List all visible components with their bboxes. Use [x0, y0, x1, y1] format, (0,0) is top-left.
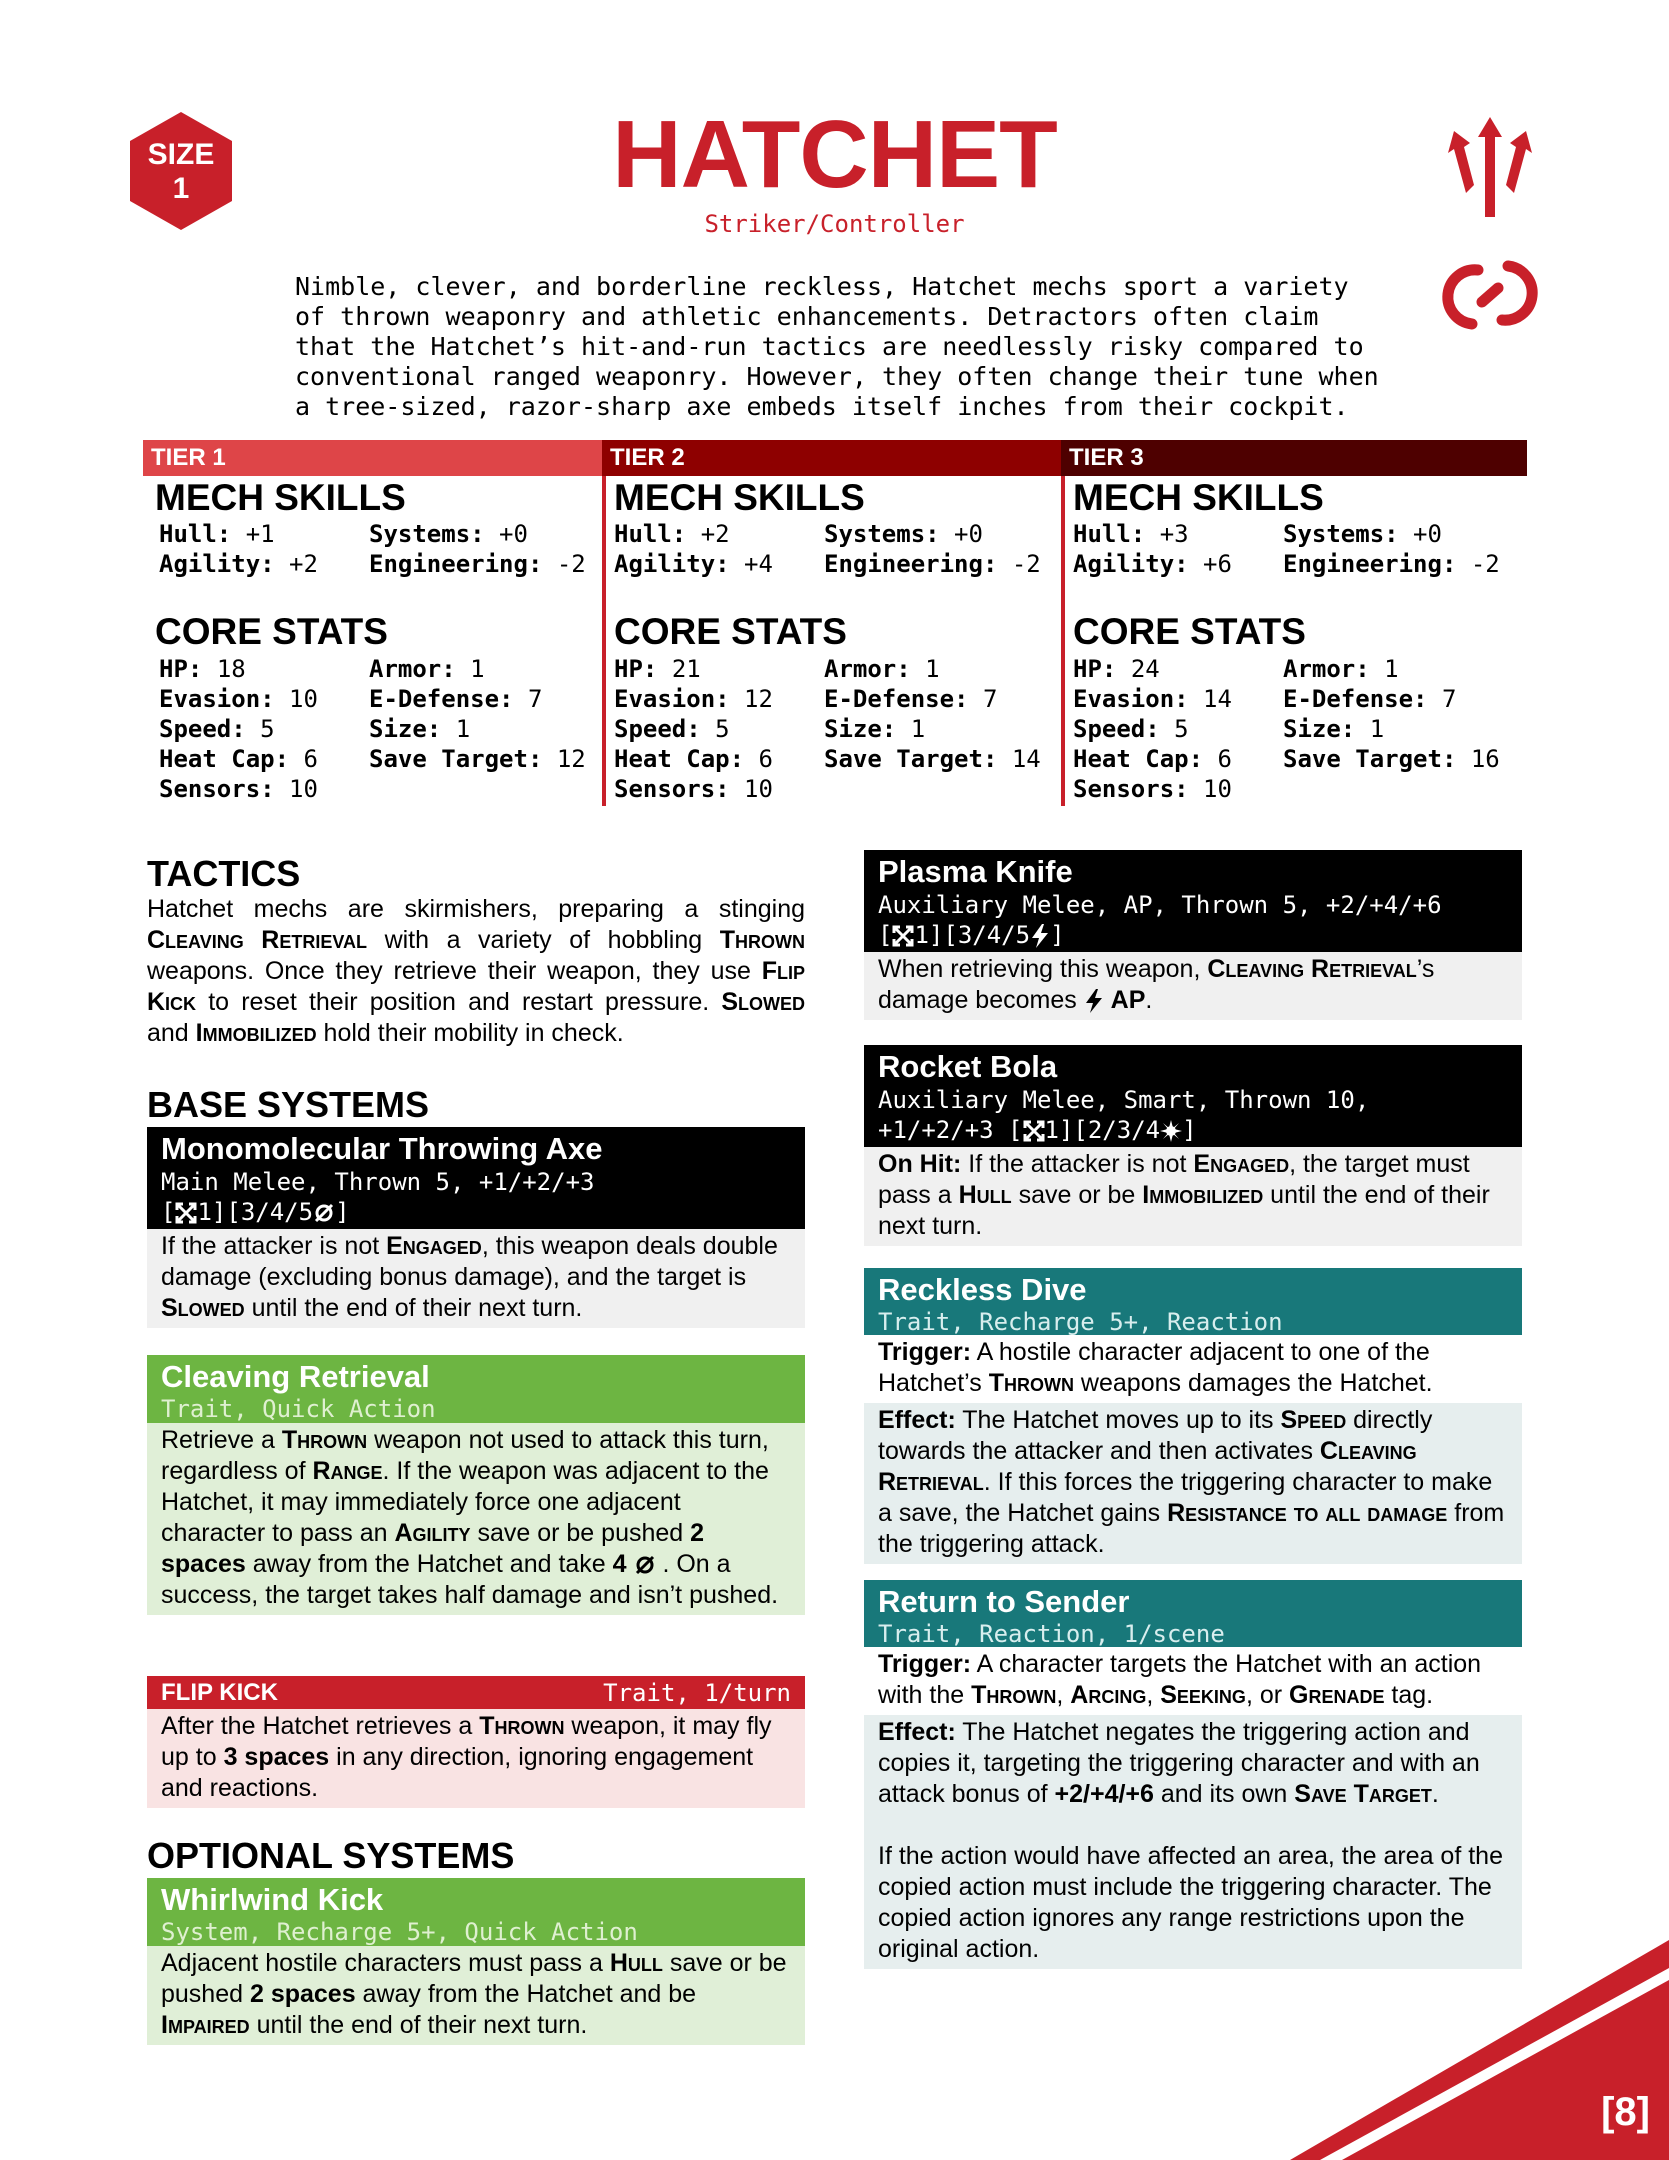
speed-stat: Speed: 5 — [1073, 715, 1189, 743]
trait-tags: Trait, Quick Action — [161, 1395, 436, 1423]
save-target-stat: Save Target: 14 — [824, 745, 1041, 773]
mech-skills-title: MECH SKILLS — [1073, 477, 1324, 518]
system-tags: System, Recharge 5+, Quick Action — [161, 1918, 638, 1946]
size-badge-label: SIZE — [147, 138, 215, 171]
speed-stat: Speed: 5 — [614, 715, 730, 743]
size-stat: Size: 1 — [369, 715, 471, 743]
weapon-card-plasma-knife — [864, 850, 1522, 1020]
agility-stat: Agility: +2 — [159, 550, 318, 578]
threat-icon — [175, 1202, 197, 1224]
hp-stat: HP: 21 — [614, 655, 701, 683]
core-stats-title: CORE STATS — [1073, 611, 1306, 652]
armor-stat: Armor: 1 — [369, 655, 485, 683]
weapon-profile: [ 1][3/4/5 ] — [161, 1198, 350, 1226]
weapon-tags: Auxiliary Melee, AP, Thrown 5, +2/+4/+6 — [878, 891, 1442, 919]
save-target-stat: Save Target: 12 — [369, 745, 586, 773]
weapon-name: Monomolecular Throwing Axe — [161, 1131, 603, 1166]
edefense-stat: E-Defense: 7 — [369, 685, 543, 713]
core-stats-title: CORE STATS — [614, 611, 847, 652]
trait-name: Cleaving Retrieval — [161, 1359, 430, 1394]
heat-cap-stat: Heat Cap: 6 — [614, 745, 773, 773]
threat-icon — [1023, 1120, 1045, 1142]
systems-stat: Systems: +0 — [1283, 520, 1442, 548]
hull-stat: Hull: +3 — [1073, 520, 1189, 548]
trait-card-return-to-sender — [864, 1580, 1522, 1969]
link-chain-icon — [1438, 248, 1542, 342]
hp-stat: HP: 24 — [1073, 655, 1160, 683]
weapon-card-rocket-bola — [864, 1045, 1522, 1246]
weapon-name: Rocket Bola — [878, 1049, 1058, 1084]
hull-stat: Hull: +2 — [614, 520, 730, 548]
trait-effect: Effect: The Hatchet moves up to its Speed directly towards the attacker and then activates Cleaving Retrieval. If this forces the triggering character to make a save, the Hatchet gains Resistance to all damage from the triggering attack. — [864, 1403, 1522, 1564]
engineering-stat: Engineering: -2 — [824, 550, 1041, 578]
base-systems-title: BASE SYSTEMS — [147, 1084, 430, 1125]
trait-name: FLIP KICK — [161, 1679, 278, 1706]
weapon-effect: On Hit: If the attacker is not Engaged, the target must pass a Hull save or be Immobilized until the end of their next turn. — [864, 1147, 1522, 1246]
edefense-stat: E-Defense: 7 — [824, 685, 998, 713]
heat-cap-stat: Heat Cap: 6 — [159, 745, 318, 773]
explosive-damage-icon — [1160, 1120, 1182, 1142]
weapon-effect: If the attacker is not Engaged, this weapon deals double damage (excluding bonus damage), and the target is Slowed until the end of their next turn. — [147, 1229, 805, 1328]
tier-2-panel — [602, 476, 1061, 806]
system-name: Whirlwind Kick — [161, 1882, 384, 1917]
armor-stat: Armor: 1 — [824, 655, 940, 683]
weapon-profile: +1/+2/+3 [ 1][2/3/4 ] — [878, 1116, 1197, 1144]
mech-role: Striker/Controller — [704, 210, 965, 238]
sensors-stat: Sensors: 10 — [614, 775, 773, 803]
tier-3-header: TIER 3 — [1061, 440, 1527, 476]
trait-trigger: Trigger: A hostile character adjacent to one of the Hatchet’s Thrown weapons damages the Hatchet. — [864, 1335, 1522, 1403]
trait-effect: Effect: The Hatchet negates the triggering action and copies it, targeting the triggering character and with an attack bonus of +2/+4/+6 and its own Save Target. If the action would have affected an area, the area of the copied action must include the triggering character. The copied action ignores any range restrictions upon the original action. — [864, 1715, 1522, 1969]
energy-damage-icon — [1084, 989, 1104, 1013]
sensors-stat: Sensors: 10 — [159, 775, 318, 803]
trait-trigger: Trigger: A character targets the Hatchet with an action with the Thrown, Arcing, Seeking, or Grenade tag. — [864, 1647, 1522, 1715]
hp-stat: HP: 18 — [159, 655, 246, 683]
weapon-effect: When retrieving this weapon, Cleaving Retrieval’s damage becomes AP. — [864, 952, 1522, 1020]
weapon-tags: Main Melee, Thrown 5, +1/+2/+3 — [161, 1168, 595, 1196]
trait-name: Return to Sender — [878, 1584, 1130, 1619]
trait-card-cleaving-retrieval — [147, 1355, 805, 1615]
mech-skills-title: MECH SKILLS — [155, 477, 406, 518]
page-number: [8] — [1601, 2090, 1650, 2134]
speed-stat: Speed: 5 — [159, 715, 275, 743]
tier-2-header: TIER 2 — [602, 440, 1061, 476]
tactics-title: TACTICS — [147, 853, 301, 894]
kinetic-damage-icon — [634, 1554, 656, 1576]
mech-description: Nimble, clever, and borderline reckless, Hatchet mechs sport a variety of thrown weaponry and athletic enhancements. Detractors often claim that the Hatchet’s hit-and-run tactics are needlessly risky compared to conventional ranged weaponry. However, they often change their tune when a tree-sized, razor-sharp axe embeds itself inches from their cockpit. — [295, 272, 1379, 421]
agility-stat: Agility: +4 — [614, 550, 773, 578]
size-stat: Size: 1 — [824, 715, 926, 743]
trait-card-flip-kick — [147, 1676, 805, 1808]
tactics-text: Hatchet mechs are skirmishers, preparing a stinging Cleaving Retrieval with a variety of hobbling Thrown weapons. Once they retrieve their weapon, they use Flip Kick to reset their position and restart pressure. Slowed and Immobilized hold their mobility in check. — [147, 895, 805, 1047]
agility-stat: Agility: +6 — [1073, 550, 1232, 578]
trident-icon — [1440, 117, 1540, 217]
armor-stat: Armor: 1 — [1283, 655, 1399, 683]
weapon-profile: [ 1][3/4/5 ] — [878, 921, 1065, 949]
engineering-stat: Engineering: -2 — [369, 550, 586, 578]
size-badge-value: 1 — [172, 172, 190, 205]
heat-cap-stat: Heat Cap: 6 — [1073, 745, 1232, 773]
system-card-whirlwind-kick — [147, 1878, 805, 2045]
evasion-stat: Evasion: 12 — [614, 685, 773, 713]
tier-1-panel — [143, 476, 602, 806]
engineering-stat: Engineering: -2 — [1283, 550, 1500, 578]
trait-effect: After the Hatchet retrieves a Thrown weapon, it may fly up to 3 spaces in any direction, ignoring engagement and reactions. — [147, 1709, 805, 1808]
weapon-card-throwing-axe — [147, 1127, 805, 1328]
trait-effect: Retrieve a Thrown weapon not used to attack this turn, regardless of Range. If the weapon was adjacent to the Hatchet, it may immediately force one adjacent character to pass an Agility save or be pushed 2 spaces away from the Hatchet and take 4 . On a success, the target takes half damage and isn’t pushed. — [147, 1423, 805, 1615]
weapon-name: Plasma Knife — [878, 854, 1073, 889]
systems-stat: Systems: +0 — [369, 520, 528, 548]
evasion-stat: Evasion: 10 — [159, 685, 318, 713]
trait-tags: Trait, Recharge 5+, Reaction — [878, 1308, 1283, 1336]
energy-damage-icon — [1030, 924, 1050, 948]
trait-tags: Trait, 1/turn — [603, 1679, 791, 1707]
hull-stat: Hull: +1 — [159, 520, 275, 548]
size-stat: Size: 1 — [1283, 715, 1385, 743]
edefense-stat: E-Defense: 7 — [1283, 685, 1457, 713]
trait-name: Reckless Dive — [878, 1272, 1087, 1307]
systems-stat: Systems: +0 — [824, 520, 983, 548]
weapon-tags: Auxiliary Melee, Smart, Thrown 10, — [878, 1086, 1370, 1114]
tier-3-panel — [1061, 476, 1525, 806]
optional-systems-title: OPTIONAL SYSTEMS — [147, 1835, 515, 1876]
trait-tags: Trait, Reaction, 1/scene — [878, 1620, 1225, 1648]
trait-card-reckless-dive — [864, 1268, 1522, 1564]
save-target-stat: Save Target: 16 — [1283, 745, 1500, 773]
tier-1-header: TIER 1 — [143, 440, 602, 476]
system-effect: Adjacent hostile characters must pass a Hull save or be pushed 2 spaces away from the Hatchet and be Impaired until the end of their next turn. — [147, 1946, 805, 2045]
threat-icon — [892, 925, 914, 947]
core-stats-title: CORE STATS — [155, 611, 388, 652]
kinetic-damage-icon — [313, 1202, 335, 1224]
mech-skills-title: MECH SKILLS — [614, 477, 865, 518]
evasion-stat: Evasion: 14 — [1073, 685, 1232, 713]
sensors-stat: Sensors: 10 — [1073, 775, 1232, 803]
page-title: HATCHET — [612, 101, 1057, 208]
